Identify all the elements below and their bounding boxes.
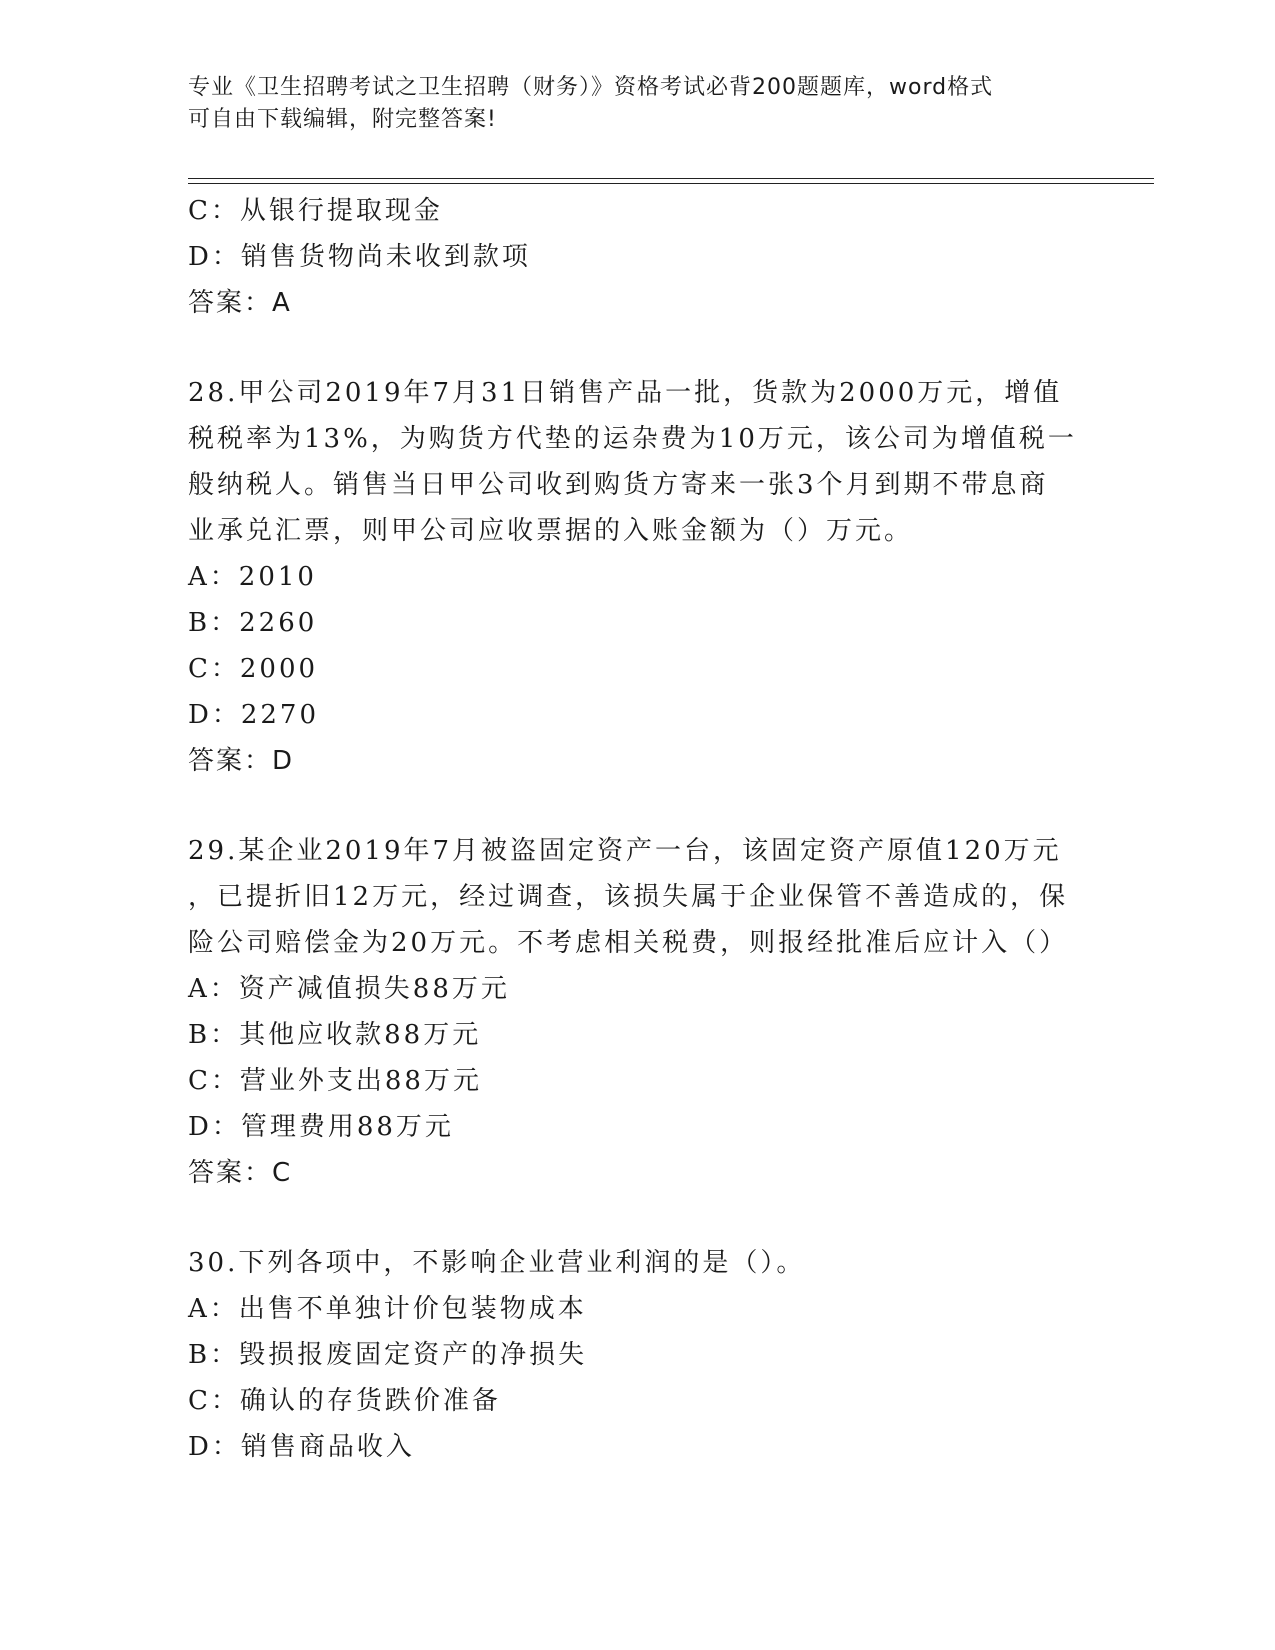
option-d: D：销售商品收入 [188,1432,415,1462]
option-a: A：资产减值损失88万元 [188,974,510,1004]
question-text-line: 业承兑汇票，则甲公司应收票据的入账金额为（）万元。 [188,516,914,546]
option-d: D：销售货物尚未收到款项 [188,242,531,272]
option-b: B：其他应收款88万元 [188,1020,482,1050]
option-c: C：确认的存货跌价准备 [188,1386,501,1416]
question-27-tail [188,188,1088,326]
option-c: C：2000 [188,654,319,684]
option-a: A：出售不单独计价包装物成本 [188,1294,587,1324]
document-header [188,72,1088,136]
document-body [188,188,1088,1470]
option-d: D：管理费用88万元 [188,1112,454,1142]
answer: 答案：A [188,288,292,318]
question-text-line: 29.某企业2019年7月被盗固定资产一台，该固定资产原值120万元 [188,836,1062,866]
header-rule-bottom [188,183,1154,184]
option-b: B：2260 [188,608,318,638]
question-text-line: 般纳税人。销售当日甲公司收到购货方寄来一张3个月到期不带息商 [188,470,1049,500]
question-29 [188,828,1088,1196]
question-30 [188,1240,1088,1470]
header-line-1: 专业《卫生招聘考试之卫生招聘（财务）》资格考试必背200题题库，word格式 [188,75,994,100]
answer: 答案：D [188,746,295,776]
option-c: C：营业外支出88万元 [188,1066,482,1096]
question-text-line: 税税率为13%，为购货方代垫的运杂费为10万元，该公司为增值税一 [188,424,1077,454]
question-text-line: ，已提折旧12万元，经过调查，该损失属于企业保管不善造成的，保 [188,882,1069,912]
question-text-line: 险公司赔偿金为20万元。不考虑相关税费，则报经批准后应计入（） [188,928,1069,958]
answer: 答案：C [188,1158,293,1188]
option-d: D：2270 [188,700,320,730]
header-rule-top [188,178,1154,179]
question-text-line: 30.下列各项中，不影响企业营业利润的是（）。 [188,1248,806,1278]
option-b: B：毁损报废固定资产的净损失 [188,1340,588,1370]
option-a: A：2010 [188,562,317,592]
question-text-line: 28.甲公司2019年7月31日销售产品一批，货款为2000万元，增值 [188,378,1063,408]
header-line-2: 可自由下载编辑，附完整答案! [188,107,497,132]
option-c: C：从银行提取现金 [188,196,443,226]
question-28 [188,370,1088,784]
